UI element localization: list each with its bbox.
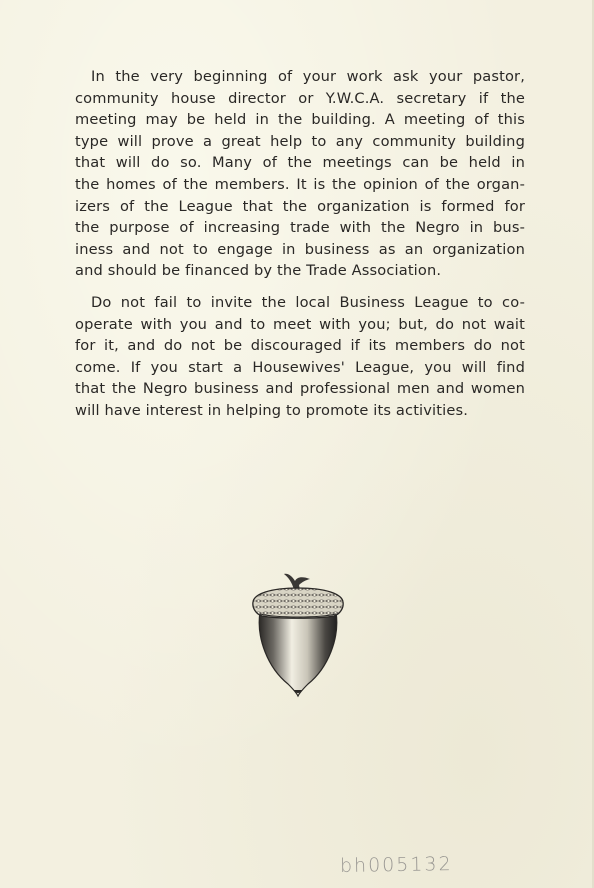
text-line: type will prove a great help to any community building <box>75 132 525 150</box>
acorn-icon <box>248 568 348 698</box>
text-line: will have interest in helping to promote its activities. <box>75 401 469 419</box>
text-line: that will do so. Many of the meetings can be held in <box>75 154 525 172</box>
text-line: come. If you start a Housewives' League, you will find <box>75 358 525 376</box>
text-line: community house director or Y.W.C.A. secretary if the <box>75 89 525 107</box>
text-line: iness and not to engage in business as an organization <box>75 240 525 258</box>
text-line: izers of the League that the organization is formed for <box>75 197 525 215</box>
text-line: Do not fail to invite the local Business League to co- <box>91 293 525 311</box>
text-line: operate with you and to meet with you; but, do not wait <box>75 315 525 333</box>
paragraph-1 <box>75 66 525 282</box>
text-line: the purpose of increasing trade with the Negro in bus- <box>75 219 525 237</box>
paragraph-2 <box>75 292 525 422</box>
text-line: meeting may be held in the building. A meeting of this <box>75 111 525 129</box>
text-line: In the very beginning of your work ask your pastor, <box>91 68 525 85</box>
body-text <box>75 66 525 432</box>
text-line: for it, and do not be discouraged if its members do not <box>75 337 525 355</box>
text-line: that the Negro business and professional men and women <box>75 380 525 398</box>
text-line: and should be financed by the Trade Association. <box>75 262 442 280</box>
catalog-number: bh005132 <box>339 853 453 877</box>
text-line: the homes of the members. It is the opinion of the organ- <box>75 175 525 193</box>
